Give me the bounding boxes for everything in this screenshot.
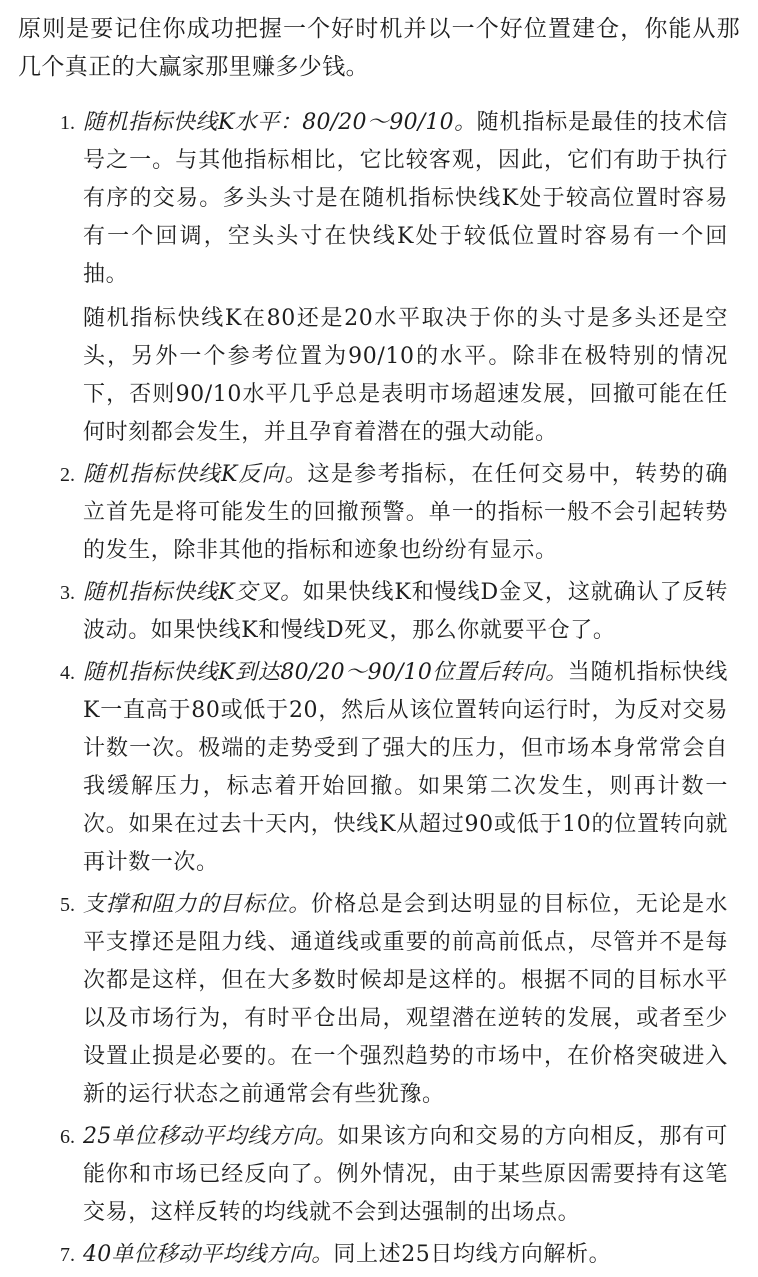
item-paragraph [83, 456, 728, 570]
item-extra-paragraph: 随机指标快线K在80还是20水平取决于你的头寸是多头还是空头，另外一个参考位置为90/10的水平。除非在极特别的情况下，否则90/10水平几乎总是表明市场超速发展，回撤可能在任何时刻都会发生，并且孕育着潜在的强大动能。 [83, 306, 728, 445]
item-body: 随机指标是最佳的技术信号之一。与其他指标相比，它比较客观，因此，它们有助于执行有序的交易。多头头寸是在随机指标快线K处于较高位置时容易有一个回调，空头头寸在快线K处于较低位置时容易有一个回抽。 [83, 110, 728, 287]
item-body: 这是参考指标，在任何交易中，转势的确立首先是将可能发生的回撤预警。单一的指标一般不会引起转势的发生，除非其他的指标和迹象也纷纷有显示。 [83, 462, 728, 563]
intro-paragraph: 原则是要记住你成功把握一个好时机并以一个好位置建仓，你能从那几个真正的大赢家那里赚多少钱。 [18, 16, 740, 80]
item-number: 7. [60, 1244, 75, 1266]
item-paragraph [83, 1236, 728, 1274]
list-item-3 [18, 574, 740, 650]
list-item-4 [18, 654, 740, 882]
item-heading: 40单位移动平均线方向。 [83, 1242, 334, 1267]
item-number: 5. [60, 894, 75, 916]
item-paragraph [83, 654, 728, 882]
list-item-1 [18, 104, 740, 452]
item-paragraph [83, 1118, 728, 1232]
item-paragraph [83, 886, 728, 1114]
list-item-5 [18, 886, 740, 1114]
item-body: 当随机指标快线K一直高于80或低于20，然后从该位置转向运行时，为反对交易计数一次。极端的走势受到了强大的压力，但市场本身常常会自我缓解压力，标志着开始回撤。如果第二次发生，则再计数一次。如果在过去十天内，快线K从超过90或低于10的位置转向就再计数一次。 [83, 660, 729, 875]
item-number: 6. [60, 1126, 75, 1148]
item-number: 1. [60, 112, 75, 134]
item-number: 4. [60, 662, 75, 684]
item-heading: 随机指标快线K水平：80/20～90/10。 [83, 110, 477, 135]
list-item-2 [18, 456, 740, 570]
item-number: 3. [60, 582, 75, 604]
rules-list [18, 104, 740, 1274]
item-heading: 25单位移动平均线方向。 [83, 1124, 338, 1149]
item-paragraph [83, 104, 728, 294]
item-heading: 随机指标快线K交叉。 [83, 580, 303, 605]
list-item-6 [18, 1118, 740, 1232]
item-paragraph [83, 574, 728, 650]
item-body: 同上述25日均线方向解析。 [333, 1242, 612, 1267]
item-heading: 随机指标快线K到达80/20～90/10位置后转向。 [83, 660, 568, 685]
item-body: 如果快线K和慢线D金叉，这就确认了反转波动。如果快线K和慢线D死叉，那么你就要平仓了。 [83, 580, 728, 643]
item-body: 如果该方向和交易的方向相反，那有可能你和市场已经反向了。例外情况，由于某些原因需要持有这笔交易，这样反转的均线就不会到达强制的出场点。 [83, 1124, 728, 1225]
item-number: 2. [60, 464, 75, 486]
item-body: 价格总是会到达明显的目标位，无论是水平支撑还是阻力线、通道线或重要的前高前低点，尽管并不是每次都是这样，但在大多数时候却是这样的。根据不同的目标水平以及市场行为，有时平仓出局，观望潜在逆转的发展，或者至少设置止损是必要的。在一个强烈趋势的市场中，在价格突破进入新的运行状态之前通常会有些犹豫。 [83, 892, 728, 1107]
list-item-7 [18, 1236, 740, 1274]
item-heading: 随机指标快线K反向。 [83, 462, 308, 487]
item-heading: 支撑和阻力的目标位。 [83, 892, 311, 917]
